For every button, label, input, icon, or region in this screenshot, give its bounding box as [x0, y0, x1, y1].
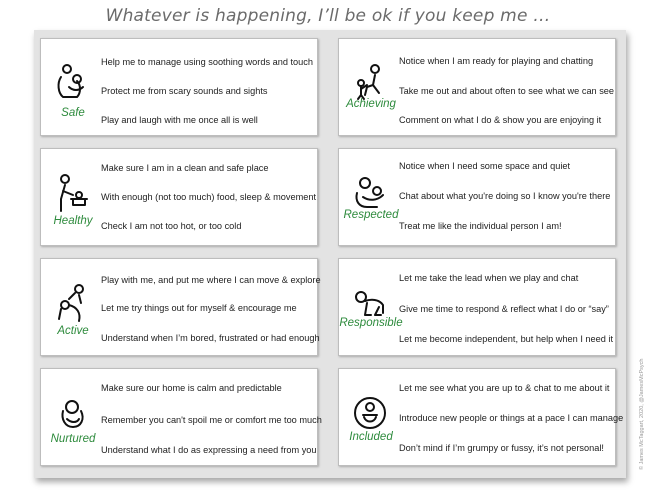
- card-healthy: [40, 148, 318, 246]
- card-line: Understand when I’m bored, frustrated or had enough: [101, 333, 320, 343]
- card-label: Achieving: [346, 98, 396, 110]
- card-safe: [40, 38, 318, 136]
- card-line: Play with me, and put me where I can move & explore: [101, 275, 321, 285]
- card-line: Treat me like the individual person I am!: [399, 221, 562, 231]
- crawling-baby-icon: [343, 259, 401, 355]
- parent-cuddling-baby-icon: [343, 149, 401, 245]
- card-line: Don’t mind if I’m grumpy or fussy, it’s not personal!: [399, 443, 604, 453]
- card-line: Let me try things out for myself & encourage me: [101, 303, 297, 313]
- card-line: Check I am not too hot, or too cold: [101, 221, 242, 231]
- parent-lifting-baby-icon: [45, 259, 103, 355]
- card-label: Nurtured: [50, 433, 96, 445]
- card-line: Help me to manage using soothing words and touch: [101, 57, 313, 67]
- card-label: Included: [349, 431, 393, 443]
- sleeping-baby-icon: [45, 369, 103, 465]
- card-responsible: [338, 258, 616, 356]
- card-respected: [338, 148, 616, 246]
- parent-holding-baby-icon: [45, 39, 103, 135]
- toddler-walking-with-adult-icon: [343, 39, 401, 135]
- card-line: With enough (not too much) food, sleep & movement: [101, 192, 317, 202]
- card-line: Let me become independent, but help when I need it: [399, 334, 614, 344]
- card-label: Respected: [343, 209, 399, 221]
- card-line: Play and laugh with me once all is well: [101, 115, 258, 125]
- card-label: Active: [57, 325, 89, 337]
- card-line: Chat about what you're doing so I know you're there: [399, 191, 611, 201]
- card-line: Make sure I am in a clean and safe place: [101, 163, 269, 173]
- card-label: Healthy: [53, 215, 93, 227]
- card-line: Give me time to respond & reflect what I do or “say”: [399, 304, 609, 314]
- card-active: [40, 258, 321, 356]
- card-achieving: [338, 38, 616, 136]
- card-line: Comment on what I do & show you are enjoying it: [399, 115, 602, 125]
- card-included: [338, 368, 624, 466]
- card-line: Make sure our home is calm and predictable: [101, 383, 282, 393]
- copyright-credit: © James McTaggart, 2020, @JamesMcPsych: [639, 358, 645, 470]
- page-title: Whatever is happening, I’ll be ok if you keep me …: [105, 6, 551, 26]
- card-line: Let me see what you are up to & chat to me about it: [399, 383, 610, 393]
- baby-in-circle-icon: [343, 369, 401, 465]
- card-label: Responsible: [339, 317, 403, 329]
- card-line: Take me out and about often to see what we can see: [399, 86, 615, 96]
- card-line: Notice when I need some space and quiet: [399, 161, 571, 171]
- card-line: Notice when I am ready for playing and chatting: [399, 56, 594, 66]
- card-line: Remember you can't spoil me or comfort me too much: [101, 415, 322, 425]
- card-line: Protect me from scary sounds and sights: [101, 86, 268, 96]
- changing-baby-icon: [45, 149, 103, 245]
- card-line: Let me take the lead when we play and chat: [399, 273, 579, 283]
- card-line: Introduce new people or things at a pace I can manage: [399, 413, 624, 423]
- wellbeing-sheet: [34, 30, 626, 478]
- card-label: Safe: [61, 107, 85, 119]
- card-nurtured: [40, 368, 322, 466]
- card-line: Understand what I do as expressing a need from you: [101, 445, 317, 455]
